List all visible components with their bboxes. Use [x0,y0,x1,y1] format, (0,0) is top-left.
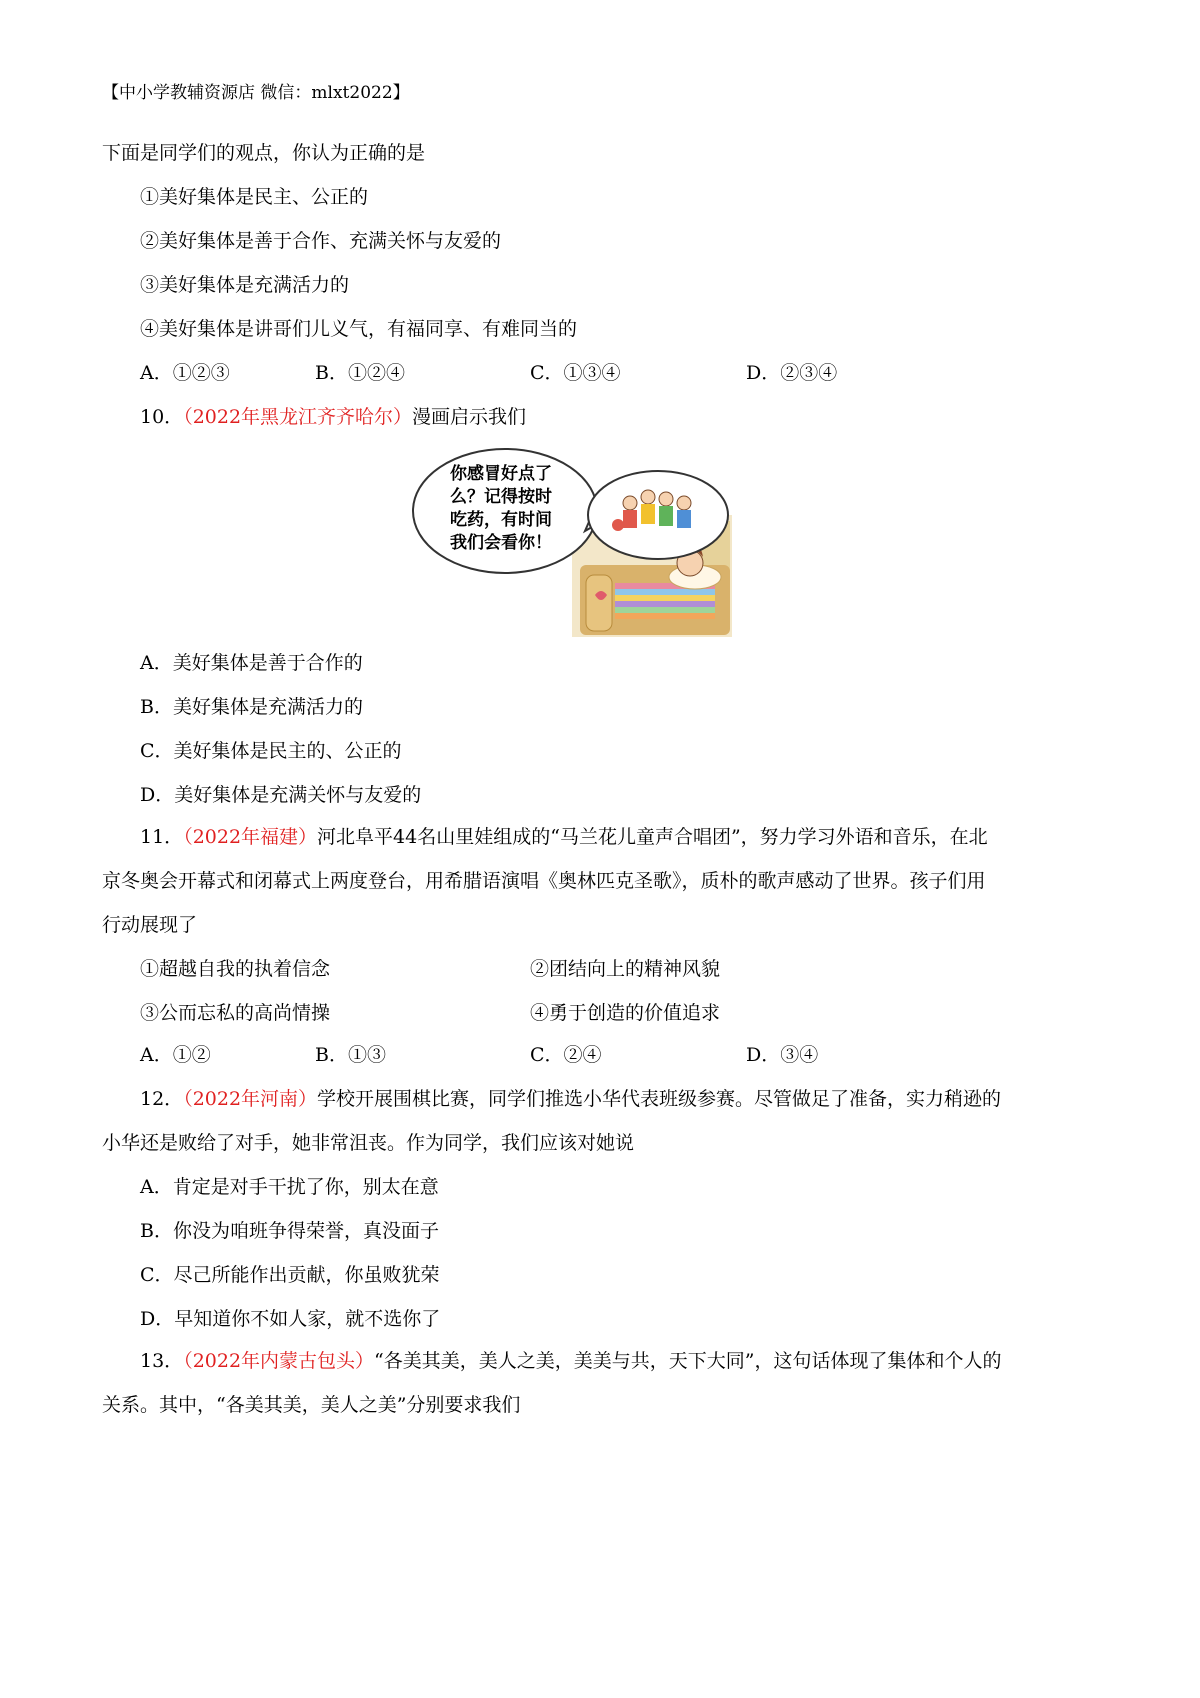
q12-source: （2022年河南） [183,1088,318,1110]
q12-option-c: C．尽己所能作出贡献，你虽败犹荣 [140,1264,440,1286]
q13-stem-line-1 [140,1346,1001,1376]
q9-option-d: D．②③④ [746,362,838,384]
q12-option-a: A．肯定是对手干扰了你，别太在意 [140,1176,439,1198]
q11-option-b: B．①③ [315,1044,386,1066]
bubble-line-4: 我们会看你！ [450,533,552,553]
q11-stem-1: 河北阜平44名山里娃组成的“马兰花儿童声合唱团”，努力学习外语和音乐，在北 [317,826,988,848]
thought-bubble [588,471,728,559]
q11-option-d: D．③④ [746,1044,819,1066]
q13-number: 13． [140,1350,184,1372]
q11-statement-1: ①超越自我的执着信念 [140,958,331,980]
bubble-line-2: 么？记得按时 [450,487,552,507]
q9-option-a: A．①②③ [140,362,230,384]
bubble-line-1: 你感冒好点了 [450,464,552,484]
q12-stem-line-2: 小华还是败给了对手，她非常沮丧。作为同学，我们应该对她说 [102,1132,635,1154]
q11-stem-line-3: 行动展现了 [102,914,198,936]
q11-source: （2022年福建） [183,826,318,848]
bed-headboard [586,575,612,631]
q11-number: 11． [140,826,184,848]
q11-statement-4: ④勇于创造的价值追求 [530,1002,721,1024]
q10-stem-line [140,402,526,432]
q10-option-d: D．美好集体是充满关怀与友爱的 [140,784,422,806]
header-banner: 【中小学教辅资源店 微信：mlxt2022】 [102,83,410,103]
q9-statement-3: ③美好集体是充满活力的 [140,274,350,296]
q9-statement-4: ④美好集体是讲哥们儿义气，有福同享、有难同当的 [140,318,578,340]
q12-option-d: D．早知道你不如人家，就不选你了 [140,1308,441,1330]
q9-option-b: B．①②④ [315,362,405,384]
bubble-line-3: 吃药，有时间 [450,510,552,530]
q13-source: （2022年内蒙古包头） [183,1350,375,1372]
q10-source: （2022年黑龙江齐齐哈尔） [183,406,413,428]
q9-option-c: C．①③④ [530,362,621,384]
q10-stem: 漫画启示我们 [412,406,527,428]
q11-stem-line-1 [140,822,988,852]
q11-option-c: C．②④ [530,1044,602,1066]
q10-option-b: B．美好集体是充满活力的 [140,696,363,718]
q13-stem-line-2: 关系。其中，“各美其美，美人之美”分别要求我们 [102,1394,521,1416]
q11-option-a: A．①② [140,1044,211,1066]
q11-statement-2: ②团结向上的精神风貌 [530,958,721,980]
q12-stem-line-1 [140,1084,1001,1114]
q11-statement-3: ③公而忘私的高尚情操 [140,1002,331,1024]
q10-option-c: C．美好集体是民主的、公正的 [140,740,402,762]
q12-option-b: B．你没为咱班争得荣誉，真没面子 [140,1220,439,1242]
q11-stem-line-2: 京冬奥会开幕式和闭幕式上两度登台，用希腊语演唱《奥林匹克圣歌》，质朴的歌声感动了世界。孩子们用 [102,870,986,892]
q12-number: 12． [140,1088,184,1110]
q9-statement-1: ①美好集体是民主、公正的 [140,186,369,208]
q10-number: 10． [140,406,184,428]
cartoon-illustration [410,445,740,640]
q10-option-a: A．美好集体是善于合作的 [140,652,363,674]
q9-statement-2: ②美好集体是善于合作、充满关怀与友爱的 [140,230,502,252]
q12-stem-1: 学校开展围棋比赛，同学们推选小华代表班级参赛。尽管做足了准备，实力稍逊的 [317,1088,1002,1110]
q13-stem-1: “各美其美，美人之美，美美与共，天下大同”，这句话体现了集体和个人的 [374,1350,1002,1372]
q9-stem: 下面是同学们的观点，你认为正确的是 [102,142,426,164]
